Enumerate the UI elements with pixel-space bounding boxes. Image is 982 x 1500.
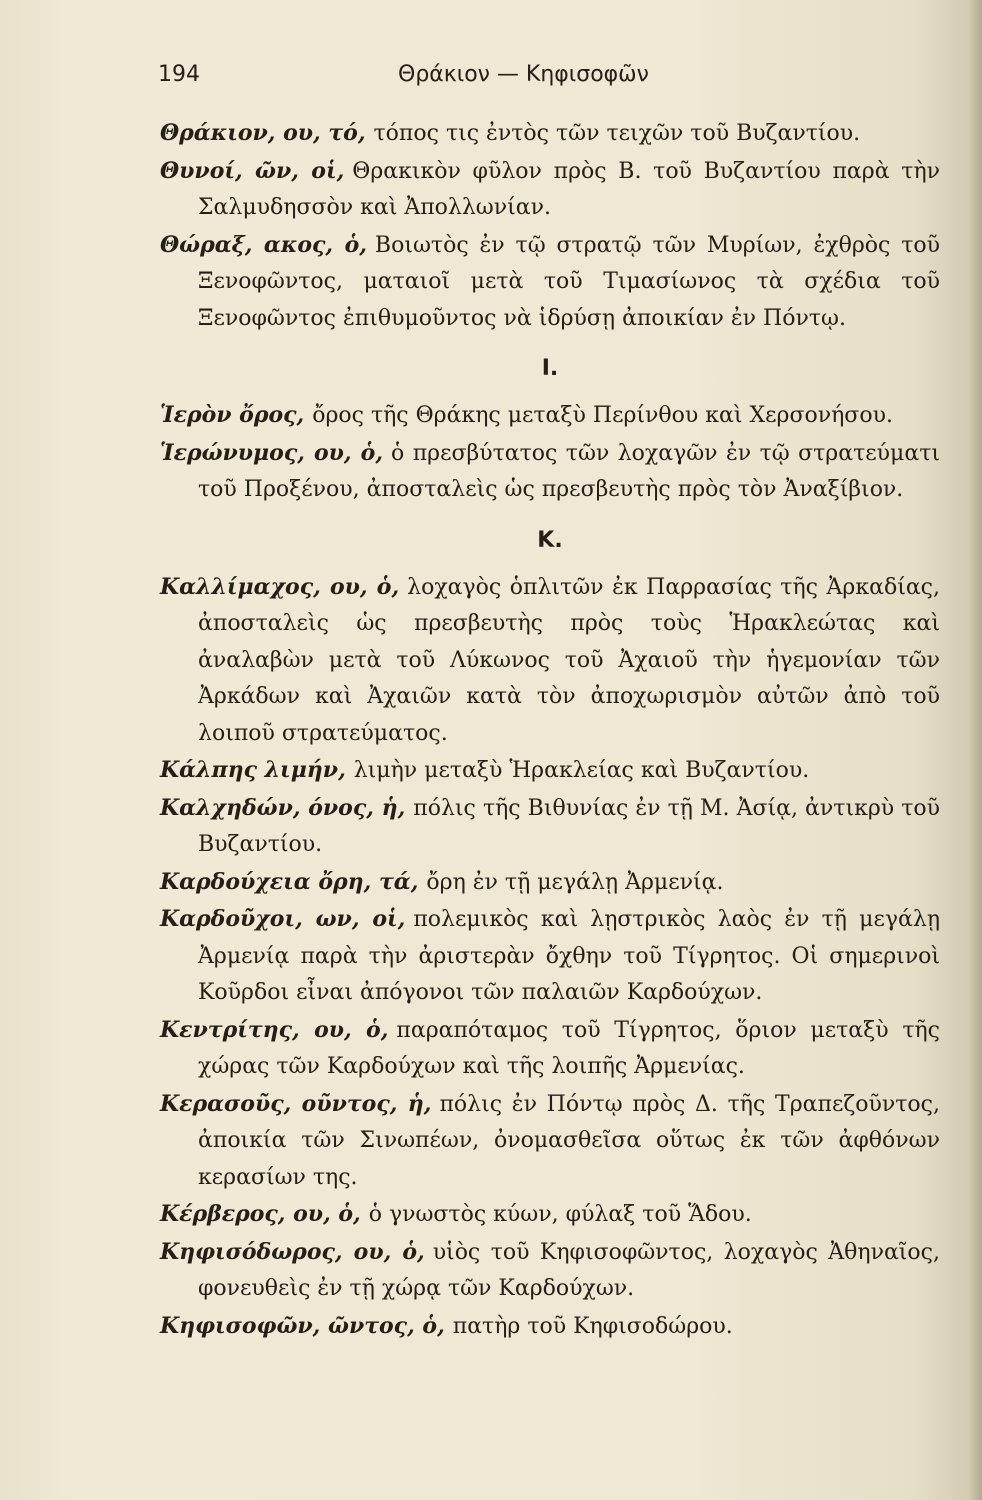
entry-definition: Θρακικὸν φῦλον πρὸς Β. τοῦ Βυζαντίου παρὰ τὴν Σαλμυδησσὸν καὶ Ἀπολλωνίαν.: [198, 158, 941, 220]
entry-headword: Κεντρίτης, ου, ὁ,: [160, 1016, 389, 1043]
glossary-entry: [160, 569, 940, 753]
entry-headword: Θράκιον, ου, τό,: [160, 120, 366, 146]
running-title: Θράκιον — Κηφισοφῶν: [398, 62, 649, 87]
entry-headword: Καλχηδών, όνος, ἡ,: [160, 794, 406, 821]
entry-definition: πατὴρ τοῦ Κηφισοδώρου.: [452, 1313, 733, 1339]
entry-headword: Ἱερὸν ὄρος,: [160, 402, 305, 428]
entry-headword: Κηφισοφῶν, ῶντος, ὁ,: [160, 1312, 445, 1339]
entry-headword: Κερασοῦς, οῦντος, ἡ,: [160, 1090, 432, 1117]
running-head: [158, 62, 938, 96]
entry-definition: λιμὴν μεταξὺ Ἡρακλείας καὶ Βυζαντίου.: [353, 758, 810, 783]
glossary-entry: [160, 752, 940, 790]
entry-headword: Καλλίμαχος, ου, ὁ,: [160, 573, 400, 600]
entry-definition: πόλις τῆς Βιθυνίας ἐν τῇ Μ. Ἀσίᾳ, ἀντικρὺ τοῦ Βυζαντίου.: [198, 795, 940, 857]
entry-definition: πολεμικὸς καὶ λῃστρικὸς λαὸς ἐν τῇ μεγάλῃ Ἀρμενίᾳ παρὰ τὴν ἀριστερὰν ὄχθην τοῦ Τίγρητος. Οἱ σημερινοὶ Κοῦρδοι εἶναι ἀπόγονοι τῶν παλαιῶν Καρδούχων.: [198, 907, 940, 1005]
glossary-entry: [160, 901, 940, 1012]
entry-definition: ὄρη ἐν τῇ μεγάλῃ Ἀρμενίᾳ.: [426, 869, 724, 895]
entry-headword: Κέρβερος, ου, ὁ,: [160, 1201, 361, 1227]
entry-definition: παραπόταμος τοῦ Τίγρητος, ὅριον μεταξὺ τῆς χώρας τῶν Καρδούχων καὶ τῆς λοιπῆς Ἀρμενίας.: [198, 1017, 940, 1079]
glossary-entry: [160, 397, 940, 435]
entry-definition: ὁ πρεσβύτατος τῶν λοχαγῶν ἐν τῷ στρατεύματι τοῦ Προξένου, ἀποσταλεὶς ὡς πρεσβευτὴς πρὸς τὸν Ἀναξίβιον.: [198, 440, 940, 502]
entry-definition: λοχαγὸς ὁπλιτῶν ἐκ Παρρασίας τῆς Ἀρκαδίας, ἀποσταλεὶς ὡς πρεσβευτὴς πρὸς τοὺς Ἡρακλεώτας καὶ ἀναλαβὼν μετὰ τοῦ Λύκωνος τοῦ Ἀχαιοῦ τὴν ἡγεμονίαν τῶν Ἀρκάδων καὶ Ἀχαιῶν κατὰ τὸν ἀποχωρισμὸν αὐτῶν ἀπὸ τοῦ λοιποῦ στρατεύματος.: [198, 574, 940, 746]
glossary-entry: [160, 115, 940, 153]
section-letter-kappa: Κ.: [537, 527, 563, 553]
entry-definition: τόπος τις ἐντὸς τῶν τειχῶν τοῦ Βυζαντίου.: [373, 121, 861, 146]
glossary-entry: [160, 1196, 940, 1234]
entry-headword: Καρδοῦχοι, ων, οἱ,: [160, 906, 406, 932]
binding-shadow: [968, 0, 982, 1500]
entry-definition: υἱὸς τοῦ Κηφισοφῶντος, λοχαγὸς Ἀθηναῖος, φονευθεὶς ἐν τῇ χώρᾳ τῶν Καρδούχων.: [198, 1239, 940, 1301]
entry-headword: Θώραξ, ακος, ὁ,: [160, 231, 367, 258]
glossary-entry: [160, 1234, 940, 1308]
entry-definition: Βοιωτὸς ἐν τῷ στρατῷ τῶν Μυρίων, ἐχθρὸς τοῦ Ξενοφῶντος, ματαιοῖ μετὰ τοῦ Τιμασίωνος τὰ σχέδια τοῦ Ξενοφῶντος ἐπιθυμοῦντος νὰ ἱδρύσῃ ἀποικίαν ἐν Πόντῳ.: [198, 232, 941, 331]
entry-headword: Κηφισόδωρος, ου, ὁ,: [160, 1238, 425, 1265]
entry-definition: ὁ γνωστὸς κύων, φύλαξ τοῦ Ἅδου.: [368, 1202, 752, 1227]
entry-definition: ὄρος τῆς Θράκης μεταξὺ Περίνθου καὶ Χερσονήσου.: [312, 403, 893, 428]
entry-headword: Θυνοί, ῶν, οἱ,: [160, 157, 345, 184]
glossary-entry: [160, 1086, 940, 1197]
glossary-entry: [160, 1308, 940, 1346]
section-letter-iota: Ι.: [541, 356, 559, 381]
glossary-entry: [160, 153, 940, 227]
entry-headword: Κάλπης λιμήν,: [160, 757, 346, 783]
entry-definition: πόλις ἐν Πόντῳ πρὸς Δ. τῆς Τραπεζοῦντος, ἀποικία τῶν Σινωπέων, ὀνομασθεῖσα οὕτως ἐκ τῶν ἀφθόνων κερασίων της.: [198, 1091, 940, 1190]
glossary-entry: [160, 435, 940, 509]
page-number: 194: [158, 62, 200, 87]
entry-headword: Καρδούχεια ὄρη, τά,: [160, 868, 419, 895]
glossary-entry: [160, 1012, 940, 1086]
glossary-entry: [160, 227, 940, 338]
glossary-text: [160, 115, 940, 1345]
glossary-entry: [160, 864, 940, 902]
entry-headword: Ἱερώνυμος, ου, ὁ,: [160, 439, 384, 466]
glossary-entry: [160, 790, 940, 864]
